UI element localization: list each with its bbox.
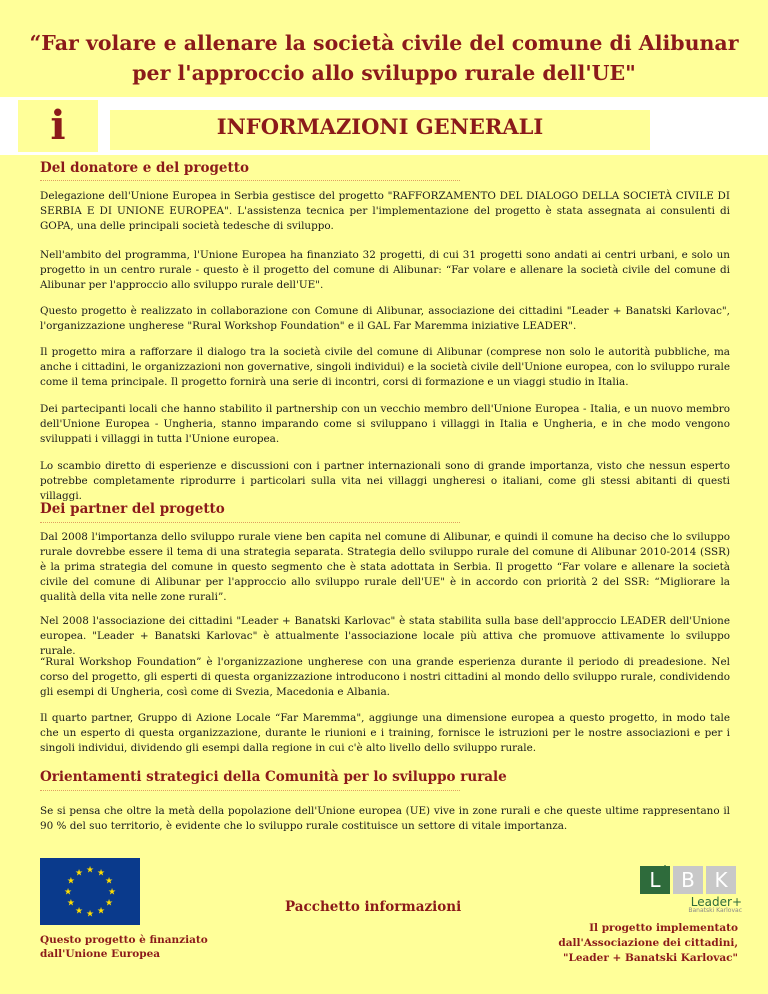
logo-plus: + (660, 862, 671, 876)
paragraph: Nel 2008 l'associazione dei cittadini "Leader + Banatski Karlovac" è stata stabilita sulla base dell'approccio LEADER dell'Unione europea. "Leader + Banatski Karlovac" è attualmente l'associazione locale più attiva che promuove attivamente lo sviluppo rurale. (40, 615, 730, 657)
implementer-line: "Leader + Banatski Karlovac" (562, 952, 738, 964)
section-heading-donor: Del donatore e del progetto (40, 160, 249, 176)
paragraph: Se si pensa che oltre la metà della popolazione dell'Unione europea (UE) vive in zone rurali e che queste ultime rappresentano il 90 % del suo territorio, è evidente che lo sviluppo rurale costituisce un settore di vitale importanza. (40, 805, 730, 832)
logo-letter-l: L (640, 866, 670, 894)
section-heading-strategy: Orientamenti strategici della Comunità per lo sviluppo rurale (40, 769, 507, 785)
star-icon: ★ (74, 906, 84, 917)
eu-flag-logo (40, 858, 140, 925)
star-icon: ★ (85, 909, 95, 920)
paragraph: Lo scambio diretto di esperienze e discussioni con i partner internazionali sono di grande importanza, visto che nessun esperto potrebbe completamente riprodurre i particolari sulla vita nei villaggi ungheresi o italiani, come gli stessi abitanti di questi villaggi. (40, 460, 730, 502)
header-band (0, 0, 768, 97)
implementer-note (520, 921, 738, 966)
star-icon: ★ (105, 876, 114, 887)
logo-subtitle: Banatski Karlovac (688, 907, 742, 914)
logo-letter-b: B (673, 866, 703, 894)
logo-name: Leader+ (690, 895, 742, 909)
paragraph: Dei partecipanti locali che hanno stabilito il partnership con un vecchio membro dell'Unione Europea - Italia, e un nuovo membro dell'Unione Europea - Ungheria, stanno imparando come si sviluppano i villaggi in Italia e Ungheria, e in che modo vengono sviluppati i villaggi in tutta l'Unione europea. (40, 403, 730, 445)
paragraph: Il quarto partner, Gruppo di Azione Locale “Far Maremma", aggiunge una dimensione europea a questo progetto, in modo tale che un esperto di questa organizzazione, durante le riunioni e i training, fornisce le istruzioni per le nostre associazioni e per i singoli individui, dividendo gli esempi dalla regione in cui c'è alto livello dello sviluppo rurale. (40, 712, 730, 754)
eu-stars (40, 858, 140, 925)
paragraph: Dal 2008 l'importanza dello sviluppo rurale viene ben capita nel comune di Alibunar, e quindi il comune ha deciso che lo sviluppo rurale dovrebbe essere il tema di una strategia separata. Strategia dello sviluppo rurale del comune di Alibunar 2010-2014 (SSR) è la prima strategia del comune in questo segmento che è stata adottata in Serbia. Il progetto “Far volare e allenare la società civile del comune di Alibunar per l'approccio allo sviluppo rurale dell'UE" è in accordo con priorità 2 del SSR: “Migliorare la qualità della vita nelle zone rurali”. (40, 531, 730, 603)
funding-line: Questo progetto è finanziato (40, 934, 208, 946)
title-line-1: “Far volare e allenare la società civile del comune di Alibunar (29, 31, 739, 55)
info-icon: i (50, 102, 66, 149)
paragraph: “Rural Workshop Foundation” è l'organizzazione ungherese con una grande esperienza durante il periodo di preadesione. Nel corso del progetto, gli esperti di questa organizzazione introducono i nostri cittadini al mondo dello sviluppo rurale, condividendo gli esempi di Ungheria, così come di Svezia, Macedonia e Albania. (40, 656, 730, 698)
implementer-line: dall'Associazione dei cittadini, (558, 937, 738, 949)
paragraph: Delegazione dell'Unione Europea in Serbia gestisce del progetto "RAFFORZAMENTO DEL DIALOGO DELLA SOCIETÀ CIVILE DI SERBIA E DI UNIONE EUROPEA". L'assistenza tecnica per l'implementazione del progetto è stata assegnata ai consulenti di GOPA, una delle principali società tedesche di sviluppo. (40, 190, 730, 232)
star-icon: ★ (74, 868, 84, 879)
star-icon: ★ (107, 887, 117, 898)
lbk-logo (640, 862, 738, 894)
funding-note (40, 933, 240, 961)
logo-letter-k: K (706, 866, 736, 894)
funding-line: dall'Unione Europea (40, 948, 161, 960)
star-icon: ★ (63, 887, 73, 898)
star-icon: ★ (66, 876, 75, 887)
star-icon: ★ (66, 898, 75, 909)
star-icon: ★ (96, 906, 106, 917)
section-divider (40, 180, 460, 181)
info-heading: INFORMAZIONI GENERALI (216, 114, 544, 139)
page-title (0, 28, 768, 88)
star-icon: ★ (85, 865, 95, 876)
section-divider (40, 522, 460, 523)
section-divider (40, 790, 460, 791)
star-icon: ★ (105, 898, 114, 909)
section-heading-partners: Dei partner del progetto (40, 501, 225, 517)
title-line-2: per l'approccio allo sviluppo rurale dell'UE" (132, 61, 636, 85)
implementer-line: Il progetto implementato (589, 922, 738, 934)
star-icon: ★ (96, 868, 106, 879)
package-title: Pacchetto informazioni (285, 899, 462, 915)
paragraph: Nell'ambito del programma, l'Unione Europea ha finanziato 32 progetti, di cui 31 progetti sono andati ai centri urbani, e solo un progetto in un centro rurale - questo è il progetto del comune di Alibunar: “Far volare e allenare la società civile del comune di Alibunar per l'approccio allo sviluppo rurale dell'UE". (40, 249, 730, 291)
info-heading-box (110, 110, 650, 150)
paragraph: Il progetto mira a rafforzare il dialogo tra la società civile del comune di Alibunar (comprese non solo le autorità pubbliche, ma anche i cittadini, le organizzazioni non governative, singoli individui) e la società civile dell'Unione europea, con lo sviluppo rurale come il tema principale. Il progetto fornirà una serie di incontri, corsi di formazione e un viaggi studio in Italia. (40, 346, 730, 388)
info-badge (18, 100, 98, 152)
paragraph: Questo progetto è realizzato in collaborazione con Comune di Alibunar, associazione dei cittadini "Leader + Banatski Karlovac", l'organizzazione ungherese "Rural Workshop Foundation" e il GAL Far Maremma iniziative LEADER". (40, 305, 730, 332)
